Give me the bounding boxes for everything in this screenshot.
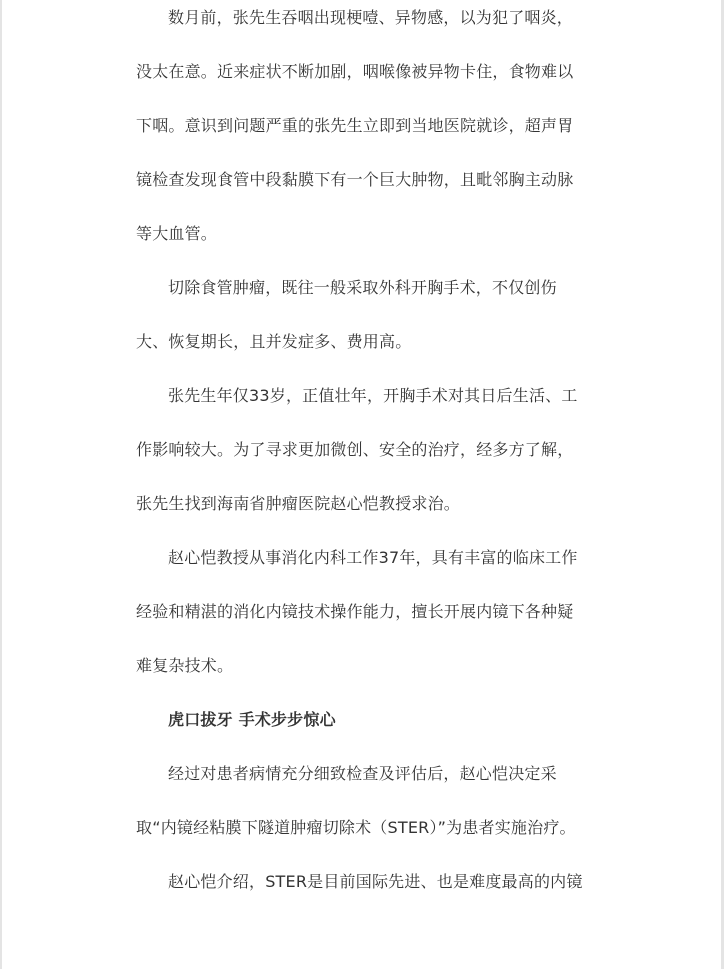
paragraph-ster-intro: 赵心恺介绍，STER是目前国际先进、也是难度最高的内镜 xyxy=(168,872,583,891)
paragraph-traditional-surgery: 切除食管肿瘤，既往一般采取外科开胸手术，不仅创伤大、恢复期长，且并发症多、费用高。 xyxy=(136,278,557,351)
paragraph-treatment-decision: 经过对患者病情充分细致检查及评估后，赵心恺决定采取“内镜经粘膜下隧道肿瘤切除术（STER）”为患者实施治疗。 xyxy=(136,764,576,837)
paragraph-doctor-profile: 赵心恺教授从事消化内科工作37年，具有丰富的临床工作经验和精湛的消化内镜技术操作能力，擅长开展内镜下各种疑难复杂技术。 xyxy=(136,548,578,675)
article-body xyxy=(136,0,588,909)
left-border xyxy=(0,0,2,969)
paragraph-symptoms: 数月前，张先生吞咽出现梗噎、异物感，以为犯了咽炎，没太在意。近来症状不断加剧，咽喉像被异物卡住，食物难以下咽。意识到问题严重的张先生立即到当地医院就诊，超声胃镜检查发现食管中段黏膜下有一个巨大肿物，且毗邻胸主动脉等大血管。 xyxy=(136,8,574,243)
paragraph-patient-background: 张先生年仅33岁，正值壮年，开胸手术对其日后生活、工作影响较大。为了寻求更加微创、安全的治疗，经多方了解，张先生找到海南省肿瘤医院赵心恺教授求治。 xyxy=(136,386,578,513)
section-heading: 虎口拔牙 手术步步惊心 xyxy=(168,710,336,729)
